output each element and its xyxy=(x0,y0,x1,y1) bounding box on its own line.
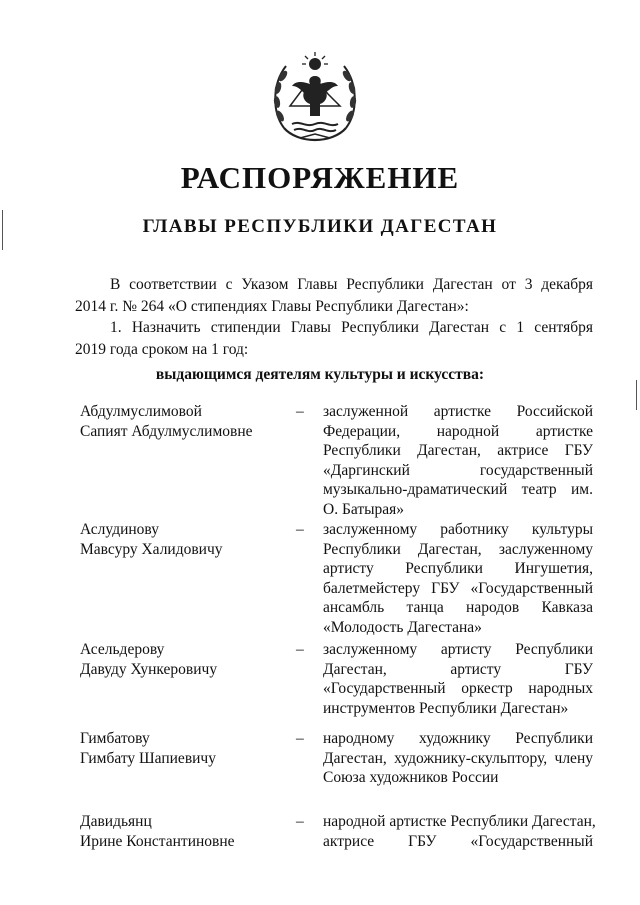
description-line: заслуженной артистке Российской xyxy=(323,403,593,420)
description-line: Республики Дагестан, актрисе ГБУ xyxy=(323,442,593,459)
document-subtitle: ГЛАВЫ РЕСПУБЛИКИ ДАГЕСТАН xyxy=(142,216,498,237)
description-line: актрисе ГБУ «Государственный xyxy=(323,832,593,850)
recipient-surname: Асельдерову xyxy=(80,641,165,658)
description-line: заслуженному артисту Республики xyxy=(323,641,593,658)
recipient-description xyxy=(323,520,593,637)
recipient-description xyxy=(323,640,593,718)
description-line: Республики Дагестан, заслуженному xyxy=(323,540,593,558)
description-line: Федерации, народной артистке xyxy=(323,422,593,440)
section-heading: выдающимся деятелям культуры и искусства: xyxy=(155,366,485,383)
description-line: ансамбль танца народов Кавказа xyxy=(323,599,593,616)
description-line: артисту Республики Ингушетия, xyxy=(323,560,593,577)
recipient-given-name: Сапият Абдулмуслимовне xyxy=(80,422,253,440)
scan-margin-mark xyxy=(2,210,3,250)
recipient-name xyxy=(80,729,280,768)
description-line: «Даргинский государственный xyxy=(323,461,593,479)
recipient-surname: Давидьянц xyxy=(80,813,152,830)
item-1-line: 1. Назначить стипендии Главы Республики Дагестан с 1 сентября xyxy=(110,319,593,336)
recipient-description xyxy=(323,812,596,851)
intro-paragraph xyxy=(75,274,593,318)
item-1-paragraph xyxy=(75,317,593,361)
dash-separator: – xyxy=(296,403,304,420)
recipient-given-name: Мавсуру Халидовичу xyxy=(80,540,223,558)
description-line: Дагестан, художнику-скульптору, члену xyxy=(323,749,593,767)
description-line: О. Батырая» xyxy=(323,500,405,518)
description-line: «Государственный оркестр народных xyxy=(323,680,593,697)
dash-separator: – xyxy=(296,730,304,747)
scan-margin-mark xyxy=(636,380,637,410)
description-line: народному художнику Республики xyxy=(323,730,593,747)
description-line: Дагестан, артисту ГБУ xyxy=(323,660,593,678)
recipient-given-name: Ирине Константиновне xyxy=(80,832,235,850)
description-line: Союза художников России xyxy=(323,769,499,786)
description-line: «Молодость Дагестана» xyxy=(323,618,482,636)
item-1-line: 2019 года сроком на 1 год: xyxy=(75,341,249,358)
recipient-name xyxy=(80,640,280,679)
recipient-description xyxy=(323,729,593,788)
intro-line: В соответствии с Указом Главы Республики Дагестан от 3 декабря xyxy=(110,276,593,293)
recipient-surname: Аслудинову xyxy=(80,521,159,538)
recipient-surname: Абдулмуслимовой xyxy=(80,403,202,420)
recipient-given-name: Давуду Хункеровичу xyxy=(80,660,218,678)
dash-separator: – xyxy=(296,813,304,830)
recipient-surname: Гимбатову xyxy=(80,730,150,747)
description-line: заслуженному работнику культуры xyxy=(323,521,593,538)
dash-separator: – xyxy=(296,521,304,538)
document-title: РАСПОРЯЖЕНИЕ xyxy=(180,160,460,195)
recipient-name xyxy=(80,402,280,441)
coat-of-arms-icon xyxy=(270,50,360,146)
description-line: балетмейстеру ГБУ «Государственный xyxy=(323,579,593,597)
description-line: инструментов Республики Дагестан» xyxy=(323,699,569,717)
intro-line: 2014 г. № 264 «О стипендиях Главы Республики Дагестан»: xyxy=(75,298,469,315)
recipient-given-name: Гимбату Шапиевичу xyxy=(80,749,216,767)
dash-separator: – xyxy=(296,641,304,658)
description-line: народной артистке Республики Дагестан, xyxy=(323,813,596,830)
description-line: музыкально-драматический театр им. xyxy=(323,481,593,498)
recipient-name xyxy=(80,812,280,851)
recipient-description xyxy=(323,402,593,519)
recipient-name xyxy=(80,520,280,559)
